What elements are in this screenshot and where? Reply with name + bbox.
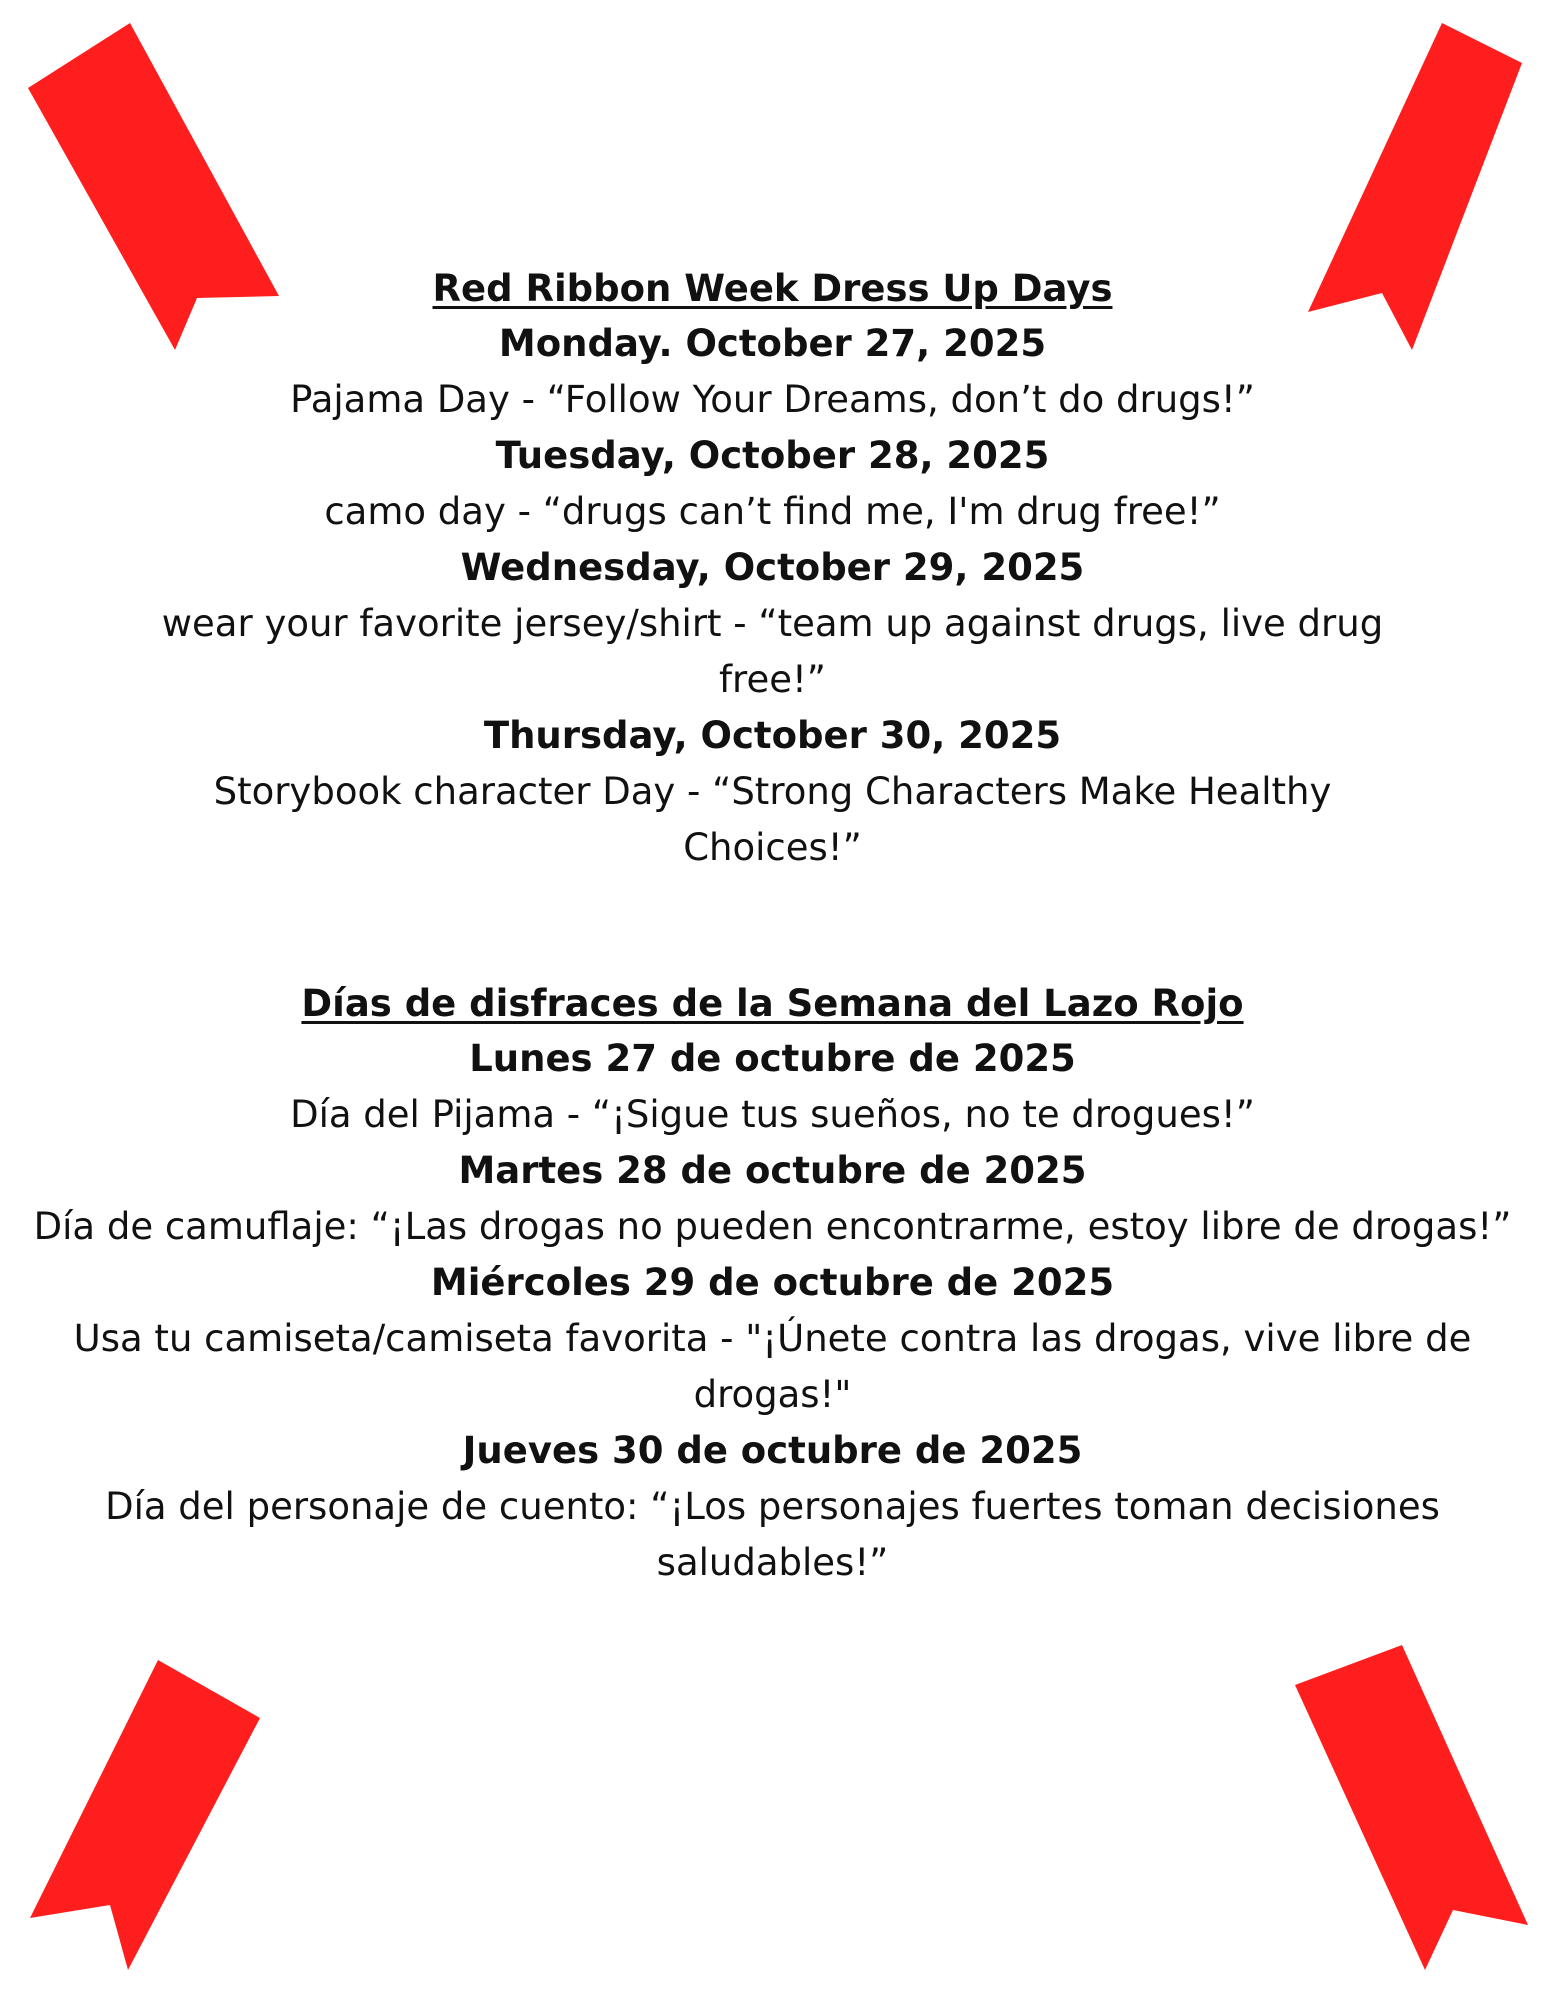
english-day-3-date: Wednesday, October 29, 2025: [460, 546, 1085, 589]
spanish-day-4-description: Día del personaje de cuento: “¡Los personajes fuertes toman decisiones saludables!”: [105, 1485, 1440, 1584]
ribbon-icon-bottom-left: [30, 1660, 260, 1970]
english-day-1-description: Pajama Day - “Follow Your Dreams, don’t do drugs!”: [290, 378, 1255, 421]
english-day-2-date: Tuesday, October 28, 2025: [495, 434, 1050, 477]
spanish-title: Días de disfraces de la Semana del Lazo Rojo: [301, 982, 1244, 1025]
english-day-4-description: Storybook character Day - “Strong Characters Make Healthy Choices!”: [213, 770, 1332, 869]
spanish-day-2-date: Martes 28 de octubre de 2025: [458, 1149, 1087, 1192]
english-day-4-date: Thursday, October 30, 2025: [483, 714, 1062, 757]
spanish-schedule: [30, 977, 1515, 1591]
spanish-day-1-description: Día del Pijama - “¡Sigue tus sueños, no te drogues!”: [290, 1093, 1255, 1136]
english-day-3-description: wear your favorite jersey/shirt - “team up against drugs, live drug free!”: [161, 602, 1384, 701]
spanish-day-3-date: Miércoles 29 de octubre de 2025: [430, 1261, 1115, 1304]
spanish-day-2-description: Día de camuflaje: “¡Las drogas no pueden encontrarme, estoy libre de drogas!”: [33, 1205, 1512, 1248]
english-title: Red Ribbon Week Dress Up Days: [432, 267, 1113, 310]
spanish-day-1-date: Lunes 27 de octubre de 2025: [469, 1037, 1076, 1080]
ribbon-icon-bottom-right: [1295, 1645, 1528, 1970]
spanish-day-4-date: Jueves 30 de octubre de 2025: [462, 1429, 1083, 1472]
english-day-1-date: Monday. October 27, 2025: [498, 322, 1047, 365]
english-schedule: [30, 262, 1515, 876]
spanish-day-3-description: Usa tu camiseta/camiseta favorita - "¡Únete contra las drogas, vive libre de drogas!": [73, 1317, 1472, 1416]
english-day-2-description: camo day - “drugs can’t find me, I'm drug free!”: [324, 490, 1221, 533]
